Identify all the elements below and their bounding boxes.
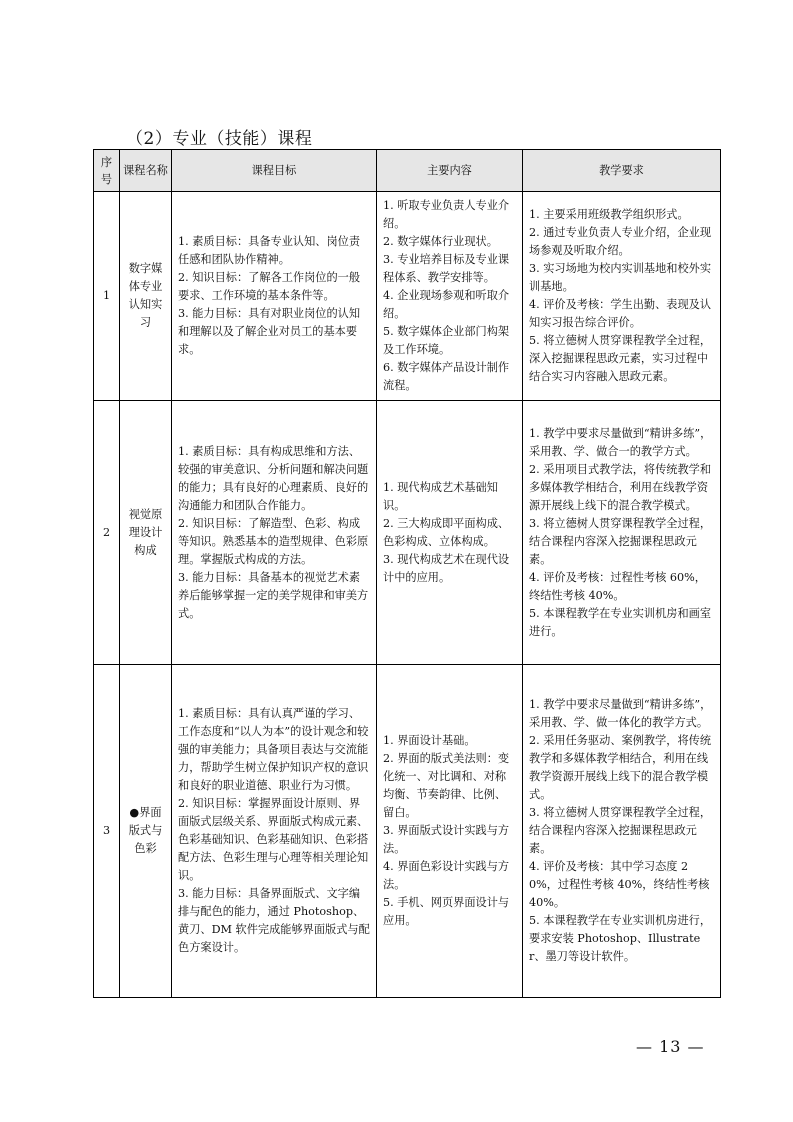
table-header-row (94, 150, 721, 192)
content-item: 5. 数字媒体企业部门构架及工作环境。 (383, 325, 510, 356)
header-course-goal: 课程目标 (172, 150, 377, 192)
requirement-item: 5. 本课程教学在专业实训机房进行，要求安装 Photoshop、Illustrater、墨刀等设计软件。 (529, 914, 712, 963)
requirement-item: 2. 采用项目式教学法，将传统教学和多媒体教学相结合，利用在线教学资源开展线上线下的混合教学模式。 (529, 462, 712, 512)
row-seq: 3 (94, 665, 120, 998)
content-item: 3. 界面版式设计实践与方法。 (383, 824, 510, 855)
goal-item: 3. 能力目标：具备基本的视觉艺术素养后能够掌握一定的美学规律和审美方式。 (178, 570, 369, 620)
content-item: 3. 现代构成艺术在现代设计中的应用。 (383, 552, 510, 584)
page-number: — 13 — (636, 1037, 705, 1056)
row-course-name: ●界面版式与色彩 (120, 665, 172, 998)
section-title: （2）专业（技能）课程 (126, 129, 313, 149)
table-row (94, 665, 721, 998)
content-item: 1. 界面设计基础。 (383, 734, 476, 747)
requirement-item: 4. 评价及考核：学生出勤、表现及认知实习报告综合评价。 (529, 298, 712, 329)
requirement-item: 5. 本课程教学在专业实训机房和画室进行。 (529, 606, 712, 638)
row-requirement-cell (523, 192, 721, 401)
row-goal-cell (172, 665, 377, 998)
table-row (94, 401, 721, 665)
content-item: 2. 三大构成即平面构成、色彩构成、立体构成。 (383, 516, 510, 548)
row-goal-cell (172, 401, 377, 665)
requirement-item: 4. 评价及考核：过程性考核 60%，终结性考核 40%。 (529, 570, 706, 602)
goal-item: 2. 知识目标：掌握界面设计原则、界面版式层级关系、界面版式构成元素、色彩基础知识、色彩基础知识、色彩搭配方法、色彩生理与心理等相关理论知识。 (178, 797, 369, 882)
goal-item: 3. 能力目标：具有对职业岗位的认知和理解以及了解企业对员工的基本要求。 (178, 307, 361, 356)
goal-item: 1. 素质目标：具备专业认知、岗位责任感和团队协作精神。 (178, 235, 361, 266)
content-item: 1. 现代构成艺术基础知识。 (383, 480, 498, 512)
row-course-name: 视觉原理设计构成 (120, 401, 172, 665)
content-item: 6. 数字媒体产品设计制作流程。 (383, 361, 510, 392)
requirement-item: 2. 通过专业负责人专业介绍，企业现场参观及听取介绍。 (529, 226, 712, 257)
requirement-item: 5. 将立德树人贯穿课程教学全过程，深入挖掘课程思政元素，实习过程中结合实习内容融入思政元素。 (529, 334, 712, 383)
requirement-item: 3. 将立德树人贯穿课程教学全过程，结合课程内容深入挖掘课程思政元素。 (529, 806, 712, 855)
content-item: 3. 专业培养目标及专业课程体系、教学安排等。 (383, 253, 510, 284)
content-item: 2. 数字媒体行业现状。 (383, 235, 498, 248)
row-seq: 1 (94, 192, 120, 401)
requirement-item: 1. 主要采用班级教学组织形式。 (529, 208, 689, 221)
goal-item: 1. 素质目标：具有认真严谨的学习、工作态度和“以人为本”的设计观念和较强的审美能力；具备项目表达与交流能力，帮助学生树立保护知识产权的意识和良好的职业道德、职业行为习惯。 (178, 707, 369, 792)
goal-item: 2. 知识目标：了解造型、色彩、构成等知识。熟悉基本的造型规律、色彩原理。掌握版式构成的方法。 (178, 516, 369, 566)
header-course-name: 课程名称 (120, 150, 172, 192)
row-goal-cell (172, 192, 377, 401)
row-course-name: 数字媒体专业认知实习 (120, 192, 172, 401)
header-main-content: 主要内容 (377, 150, 523, 192)
goal-item: 2. 知识目标：了解各工作岗位的一般要求、工作环境的基本条件等。 (178, 271, 361, 302)
row-requirement-cell (523, 401, 721, 665)
content-item: 4. 界面色彩设计实践与方法。 (383, 860, 510, 891)
row-content-cell (377, 665, 523, 998)
header-teaching-requirement: 教学要求 (523, 150, 721, 192)
content-item: 1. 听取专业负责人专业介绍。 (383, 199, 510, 230)
content-item: 2. 界面的版式美法则：变化统一、对比调和、对称均衡、节奏韵律、比例、留白。 (383, 752, 510, 819)
requirement-item: 4. 评价及考核：其中学习态度 20%，过程性考核 40%，终结性考核 40%。 (529, 860, 710, 909)
requirement-item: 1. 教学中要求尽量做到“精讲多练”，采用教、学、做一体化的教学方式。 (529, 698, 712, 729)
course-table (93, 149, 721, 998)
row-seq: 2 (94, 401, 120, 665)
row-requirement-cell (523, 665, 721, 998)
requirement-item: 3. 实习场地为校内实训基地和校外实训基地。 (529, 262, 712, 293)
content-item: 5. 手机、网页界面设计与应用。 (383, 896, 510, 927)
requirement-item: 2. 采用任务驱动、案例教学，将传统教学和多媒体教学相结合，利用在线教学资源开展线上线下的混合教学模式。 (529, 734, 712, 801)
content-item: 4. 企业现场参观和听取介绍。 (383, 289, 510, 320)
requirement-item: 3. 将立德树人贯穿课程教学全过程，结合课程内容深入挖掘课程思政元素。 (529, 516, 712, 566)
row-content-cell (377, 401, 523, 665)
goal-item: 3. 能力目标：具备界面版式、文字编排与配色的能力，通过 Photoshop、黄刀、DM 软件完成能够界面版式与配色方案设计。 (178, 887, 370, 954)
table-row (94, 192, 721, 401)
row-content-cell (377, 192, 523, 401)
header-seq: 序号 (94, 150, 120, 192)
goal-item: 1. 素质目标：具有构成思维和方法、较强的审美意识、分析问题和解决问题的能力；具有良好的心理素质、良好的沟通能力和团队合作能力。 (178, 444, 369, 512)
requirement-item: 1. 教学中要求尽量做到“精讲多练”，采用教、学、做合一的教学方式。 (529, 426, 712, 458)
